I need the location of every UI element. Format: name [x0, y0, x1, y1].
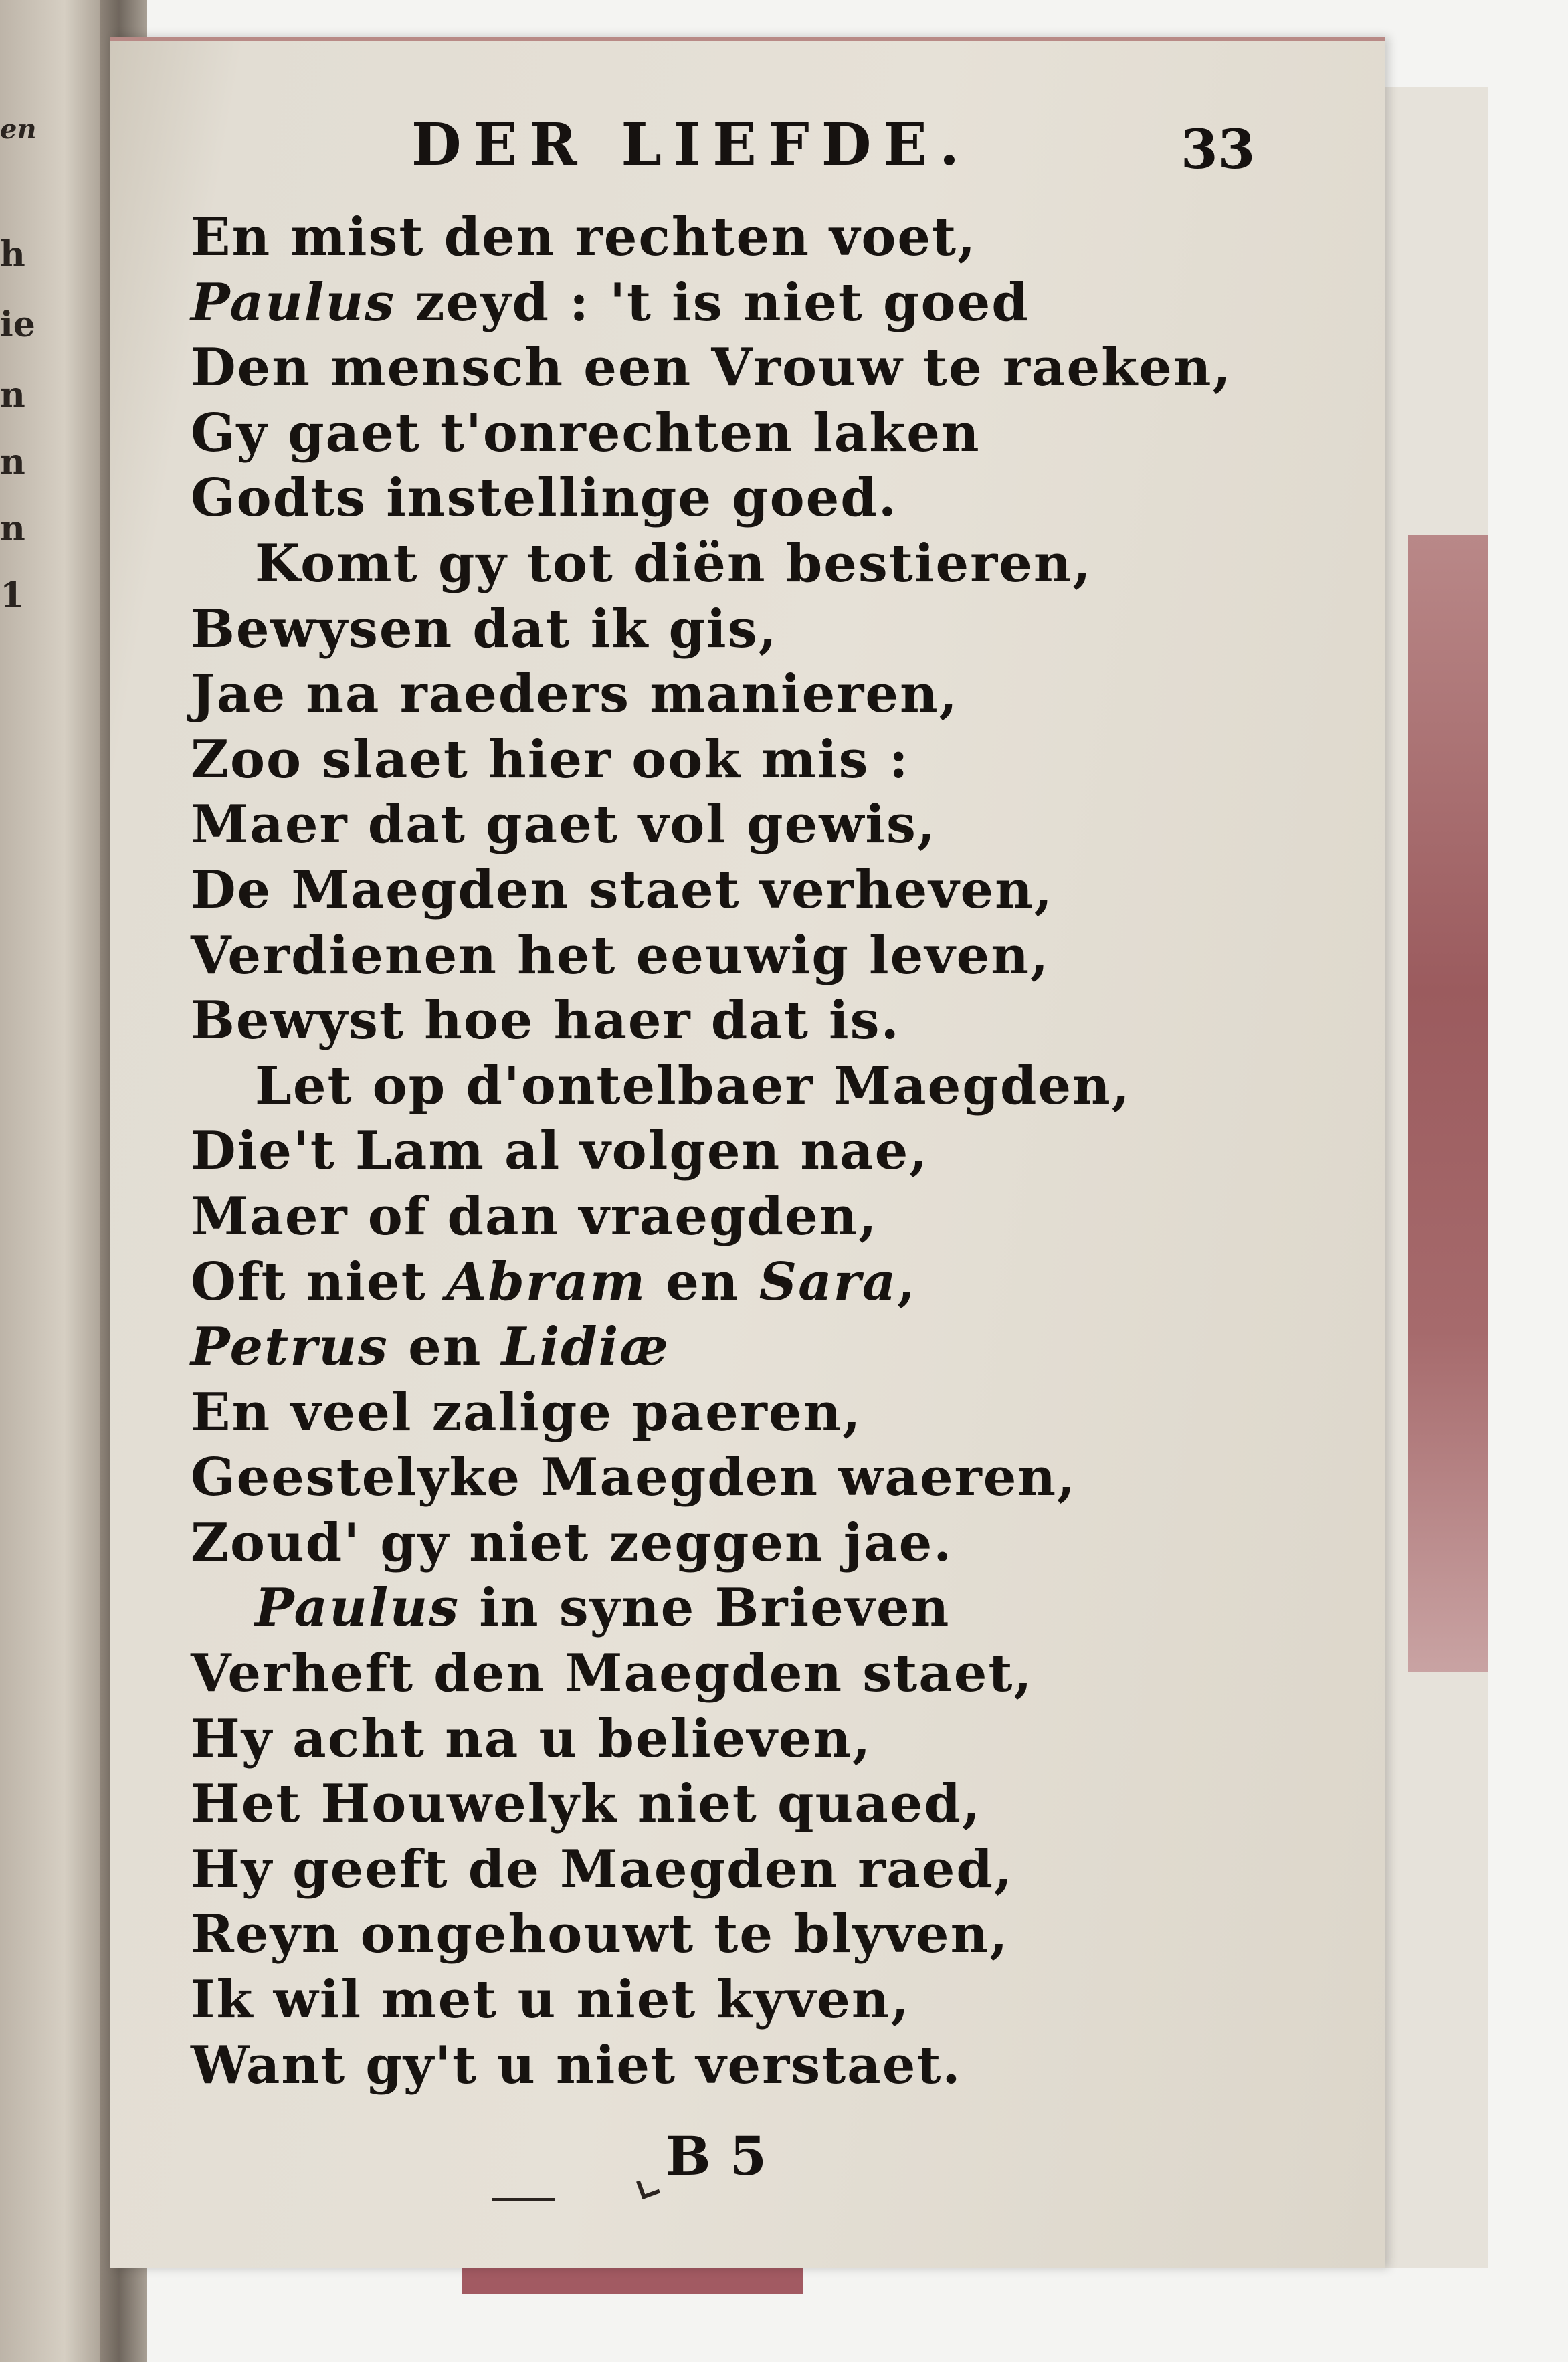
verse-text: in syne Brieven	[460, 1577, 951, 1639]
verse-line: Jae na raeders manieren,	[191, 664, 959, 725]
verse-line: Hy acht na u believen,	[191, 1708, 872, 1769]
verse-text: Oft niet	[191, 1251, 446, 1312]
verse-line: Godts instellinge goed.	[191, 468, 898, 529]
verse-line	[191, 1250, 1232, 1315]
left-page-fragment: n	[0, 375, 25, 415]
running-head: DER LIEFDE.	[411, 111, 971, 179]
poem-text	[191, 205, 1232, 2098]
verse-line: Maer dat gaet vol gewis,	[191, 794, 937, 856]
verse-line: Hy geeft de Maegden raed,	[191, 1838, 1014, 1900]
signature-mark	[636, 2175, 660, 2199]
verse-line: Gy gaet t'onrechten laken	[191, 402, 981, 464]
page-number: 33	[1181, 118, 1256, 181]
verse-text: en	[388, 1316, 502, 1378]
marbled-cover-strip	[1408, 535, 1488, 1672]
verse-line: Zoo slaet hier ook mis :	[191, 728, 910, 790]
signature-mark-text: B 5	[666, 2125, 767, 2187]
verse-line: Verdienen het eeuwig leven,	[191, 924, 1050, 986]
verse-line	[191, 1575, 1232, 1641]
verse-line: Het Houwelyk niet quaed,	[191, 1773, 982, 1835]
verse-line: Geestelyke Maegden waeren,	[191, 1447, 1077, 1508]
left-page-fragment: ie	[0, 304, 35, 345]
left-page-fragment: en	[0, 114, 37, 145]
verse-line: Ik wil met u niet kyven,	[191, 1969, 910, 2031]
signature-rule	[492, 2198, 555, 2201]
verse-line: Let op d'ontelbaer Maegden,	[255, 1055, 1131, 1116]
left-facing-page	[0, 0, 117, 2362]
verse-line: Want gy't u niet verstaet.	[191, 2034, 962, 2096]
left-page-fragment: n	[0, 441, 25, 482]
verse-line: Die't Lam al volgen nae,	[191, 1120, 929, 1182]
verse-text: zeyd : 't is niet goed	[395, 272, 1030, 333]
verse-name-italic: Petrus	[191, 1316, 389, 1378]
verse-line: Bewysen dat ik gis,	[191, 598, 778, 660]
verse-line: Den mensch een Vrouw te raeken,	[191, 337, 1232, 399]
left-page-fragment: n	[0, 508, 25, 549]
verse-line: Bewyst hoe haer dat is.	[191, 990, 900, 1052]
verse-line: De Maegden staet verheven,	[191, 859, 1054, 920]
verse-name-italic: Paulus	[191, 272, 396, 333]
verse-line: Reyn ongehouwt te blyven,	[191, 1904, 1009, 1965]
verse-name-italic: Lidiæ	[501, 1316, 670, 1378]
verse-name-italic: Abram	[446, 1251, 647, 1312]
verse-line: Verheft den Maegden staet,	[191, 1643, 1034, 1704]
verse-line: En veel zalige paeren,	[191, 1381, 862, 1443]
verse-line: Maer of dan vraegden,	[191, 1185, 878, 1247]
verse-line	[191, 270, 1232, 336]
verse-text: ,	[897, 1251, 917, 1312]
verse-name-italic: Sara	[759, 1251, 898, 1312]
verse-line: Zoud' gy niet zeggen jae.	[191, 1512, 953, 1573]
verse-line: En mist den rechten voet,	[191, 207, 977, 268]
printed-page	[110, 37, 1385, 2268]
verse-name-italic: Paulus	[255, 1577, 460, 1639]
left-page-fragment: 1	[0, 575, 25, 616]
verse-line: Komt gy tot diën bestieren,	[255, 532, 1092, 594]
verse-text: en	[646, 1251, 759, 1312]
verse-line	[191, 1314, 1232, 1380]
left-page-fragment: h	[0, 234, 25, 275]
